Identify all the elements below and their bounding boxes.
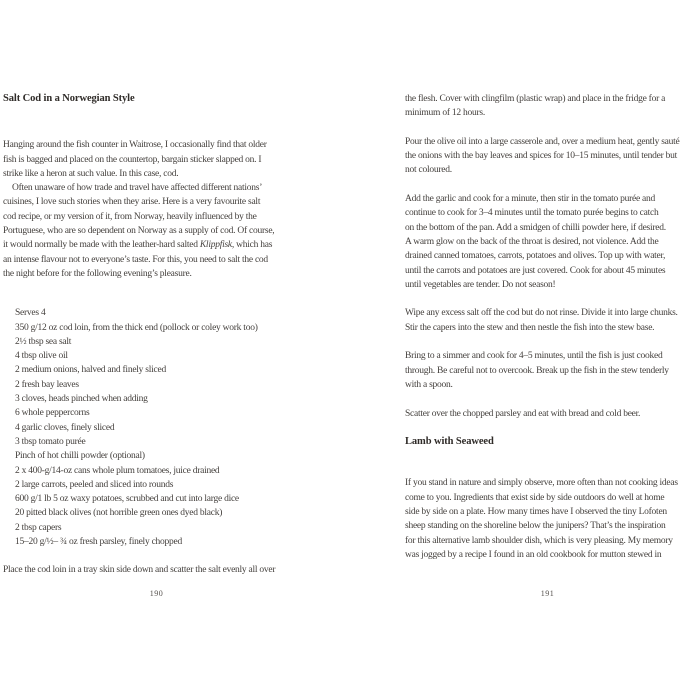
text-line: 2 medium onions, halved and finely sliced — [15, 365, 166, 376]
intro-paragraph-2-start — [3, 181, 333, 238]
intro-paragraph-2-end — [3, 253, 333, 282]
text-line: minimum of 12 hours. — [405, 108, 485, 119]
ingredients-list — [15, 321, 333, 550]
text-line: 2 large carrots, peeled and sliced into rounds — [15, 479, 174, 490]
text-line: side by side on a plate. How many times have I observed the tiny Lofoten — [405, 507, 667, 518]
text-line: Pour the olive oil into a large casserole and, over a medium heat, gently sauté — [405, 136, 680, 147]
text-line: 350 g/12 oz cod loin, from the thick end (pollock or coley work too) — [15, 322, 258, 333]
text-line: cod recipe, or my version of it, from Norway, heavily influenced by the — [3, 211, 257, 222]
text-line: Portuguese, who are so dependent on Norway as a supply of cod. Of course, — [3, 226, 275, 237]
text-line: was jogged by a recipe I found in an old cookbook for mutton stewed in — [405, 549, 662, 560]
italic-line-post: , which has — [231, 240, 273, 251]
text-line: Scatter over the chopped parsley and eat with bread and cold beer. — [405, 408, 641, 419]
text-line: 6 whole peppercorns — [15, 408, 90, 419]
text-line: come to you. Ingredients that exist side by side outdoors do well at home — [405, 492, 665, 503]
intro-paragraph-1 — [3, 138, 333, 181]
page-number-right: 191 — [540, 589, 555, 598]
text-line: 3 cloves, heads pinched when adding — [15, 394, 148, 405]
text-line: for this alternative lamb shoulder dish, which is very pleasing. My memory — [405, 535, 673, 546]
text-line: Hanging around the fish counter in Waitrose, I occasionally find that older — [3, 140, 267, 151]
text-line: If you stand in nature and simply observe, more often than not cooking ideas — [405, 478, 678, 489]
paragraph — [405, 306, 697, 335]
right-page — [405, 92, 697, 562]
text-line: Often unaware of how trade and travel have affected different nations’ — [12, 183, 263, 194]
page-number-left: 190 — [149, 589, 164, 598]
text-line: Bring to a simmer and cook for 4–5 minutes, until the fish is just cooked — [405, 351, 663, 362]
italic-line-pre: it would normally be made with the leather-hard salted — [3, 240, 200, 251]
text-line: 2½ tbsp sea salt — [15, 336, 72, 347]
text-line: A warm glow on the back of the throat is desired, not violence. Add the — [405, 236, 659, 247]
paragraph — [405, 135, 697, 178]
text-line: Add the garlic and cook for a minute, then stir in the tomato purée and — [405, 194, 656, 205]
italic-word: Klippfisk — [199, 240, 232, 251]
text-line: cuisines, I love such stories when they arise. Here is a very favourite salt — [3, 197, 261, 208]
method-first-line: Place the cod loin in a tray skin side down and scatter the salt evenly all over — [3, 565, 276, 576]
text-line: 20 pitted black olives (not horrible green ones dyed black) — [15, 508, 223, 519]
text-line: Stir the capers into the stew and then nestle the fish into the stew base. — [405, 322, 655, 333]
ingredients-block — [15, 306, 333, 549]
text-line: strike like a heron at such value. In this case, cod. — [3, 168, 179, 179]
paragraph — [405, 407, 697, 421]
text-line: 15–20 g/½– ¾ oz fresh parsley, finely chopped — [15, 537, 183, 548]
text-line: 3 tbsp tomato purée — [15, 436, 86, 447]
text-line: sheep standing on the shoreline below the junipers? That’s the inspiration — [405, 521, 666, 532]
text-line: Pinch of hot chilli powder (optional) — [15, 451, 145, 462]
text-line: Wipe any excess salt off the cod but do not rinse. Divide it into large chunks. — [405, 308, 678, 319]
text-line: 4 garlic cloves, finely sliced — [15, 422, 115, 433]
next-recipe-intro — [405, 476, 697, 562]
next-recipe-title: Lamb with Seaweed — [405, 436, 494, 448]
intro-paragraph-2-italic-line — [3, 238, 333, 252]
paragraph — [405, 92, 697, 121]
text-line: drained canned tomatoes, carrots, potatoes and olives. Top up with water, — [405, 251, 666, 262]
paragraph — [405, 192, 697, 292]
paragraph — [405, 349, 697, 392]
text-line: 600 g/1 lb 5 oz waxy potatoes, scrubbed and cut into large dice — [15, 494, 239, 505]
text-line: through. Be careful not to overcook. Break up the fish in the stew tenderly — [405, 365, 669, 376]
left-page — [3, 92, 333, 578]
text-line: an intense flavour not to everyone’s taste. For this, you need to salt the cod — [3, 254, 268, 265]
text-line: the night before for the following evening’s pleasure. — [3, 268, 192, 279]
text-line: until the carrots and potatoes are just covered. Cook for about 45 minutes — [405, 265, 666, 276]
text-line: not coloured. — [405, 165, 452, 176]
text-line: the flesh. Cover with clingfilm (plastic wrap) and place in the fridge for a — [405, 94, 666, 104]
text-line: the onions with the bay leaves and spices for 10–15 minutes, until tender but — [405, 151, 678, 162]
text-line: with a spoon. — [405, 379, 453, 390]
text-line: 4 tbsp olive oil — [15, 351, 68, 362]
text-line: on the bottom of the pan. Add a smidgen of chilli powder here, if desired. — [405, 222, 666, 233]
method-paragraphs — [405, 92, 697, 421]
text-line: fish is bagged and placed on the countertop, bargain sticker slapped on. I — [3, 154, 262, 165]
text-line: continue to cook for 3–4 minutes until the tomato purée begins to catch — [405, 208, 659, 219]
serves-line: Serves 4 — [15, 308, 46, 319]
recipe-title: Salt Cod in a Norwegian Style — [3, 93, 135, 104]
text-line: until vegetables are tender. Do not season! — [405, 279, 556, 290]
text-line: 2 tbsp capers — [15, 522, 62, 533]
text-line: 2 x 400-g/14-oz cans whole plum tomatoes, juice drained — [15, 465, 220, 476]
text-line: 2 fresh bay leaves — [15, 379, 79, 390]
